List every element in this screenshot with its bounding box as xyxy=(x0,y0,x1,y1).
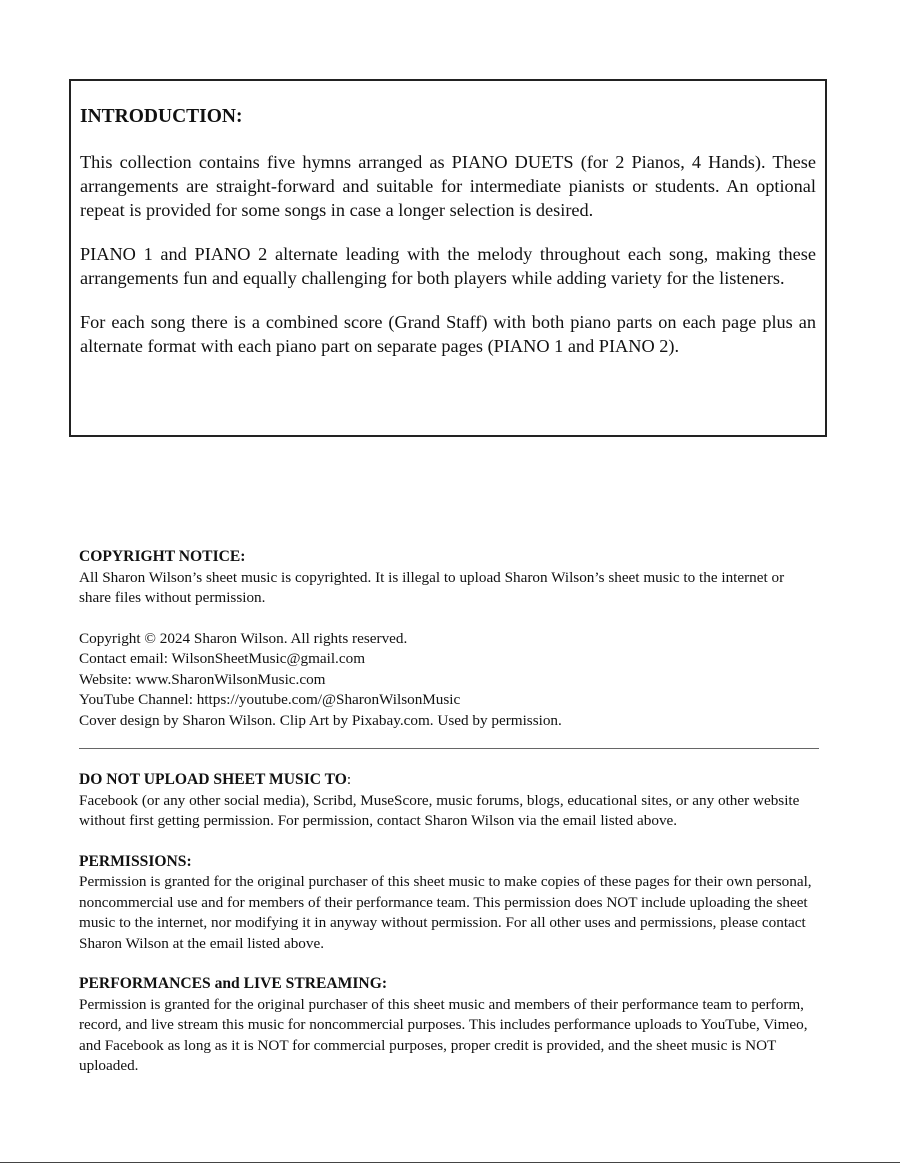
copyright-line: Copyright © 2024 Sharon Wilson. All rights reserved. xyxy=(79,629,408,647)
introduction-paragraph: PIANO 1 and PIANO 2 alternate leading with the melody throughout each song, making these arrangements fun and equally challenging for both players while adding variety for the listeners. xyxy=(80,244,816,288)
introduction-box xyxy=(69,79,827,437)
copyright-body: All Sharon Wilson’s sheet music is copyrighted. It is illegal to upload Sharon Wilson’s sheet music to the internet or share files without permission. xyxy=(79,568,785,606)
copyright-section xyxy=(79,547,819,731)
performances-heading: PERFORMANCES and LIVE STREAMING: xyxy=(79,975,388,992)
website-line: Website: www.SharonWilsonMusic.com xyxy=(79,670,326,688)
permissions-heading: PERMISSIONS: xyxy=(79,852,192,870)
introduction-heading: INTRODUCTION: xyxy=(80,106,243,127)
introduction-paragraph: For each song there is a combined score (Grand Staff) with both piano parts on each page plus an alternate format with each piano part on separate pages (PIANO 1 and PIANO 2). xyxy=(80,312,816,356)
do-not-upload-body: Facebook (or any other social media), Scribd, MuseScore, music forums, blogs, educational sites, or any other website without first getting permission. For permission, contact Sharon Wilson via the email listed above. xyxy=(79,791,800,829)
introduction-paragraph: This collection contains five hymns arranged as PIANO DUETS (for 2 Pianos, 4 Hands). These arrangements are straight-forward and suitable for intermediate pianists or students. An optional repeat is provided for some songs in case a longer selection is desired. xyxy=(80,152,816,220)
do-not-upload-heading: DO NOT UPLOAD SHEET MUSIC TO xyxy=(79,771,347,788)
page-bottom-edge xyxy=(0,1162,900,1163)
terms-section xyxy=(79,770,821,1077)
copyright-heading: COPYRIGHT NOTICE: xyxy=(79,548,246,565)
cover-design-credit: Cover design by Sharon Wilson. Clip Art by Pixabay.com. Used by permission. xyxy=(79,711,562,729)
contact-email: Contact email: WilsonSheetMusic@gmail.com xyxy=(79,650,366,667)
performances-body: Permission is granted for the original purchaser of this sheet music and members of their performance team to perform, record, and live stream this music for noncommercial purposes. This includes performance uploads to YouTube, Vimeo, and Facebook as long as it is NOT for commercial purposes, proper credit is provided, and the sheet music is NOT uploaded. xyxy=(79,995,808,1074)
youtube-channel-line: YouTube Channel: https://youtube.com/@SharonWilsonMusic xyxy=(79,691,461,708)
permissions-body: Permission is granted for the original purchaser of this sheet music to make copies of these pages for their own personal, noncommercial use and for members of their performance team. This permission does NOT include uploading the sheet music to the internet, nor modifying it in anyway without permission. For all other uses and permissions, please contact Sharon Wilson at the email listed above. xyxy=(79,873,812,952)
do-not-upload-colon: : xyxy=(346,771,352,788)
do-not-upload-heading-line xyxy=(79,770,821,791)
section-divider xyxy=(79,748,819,749)
